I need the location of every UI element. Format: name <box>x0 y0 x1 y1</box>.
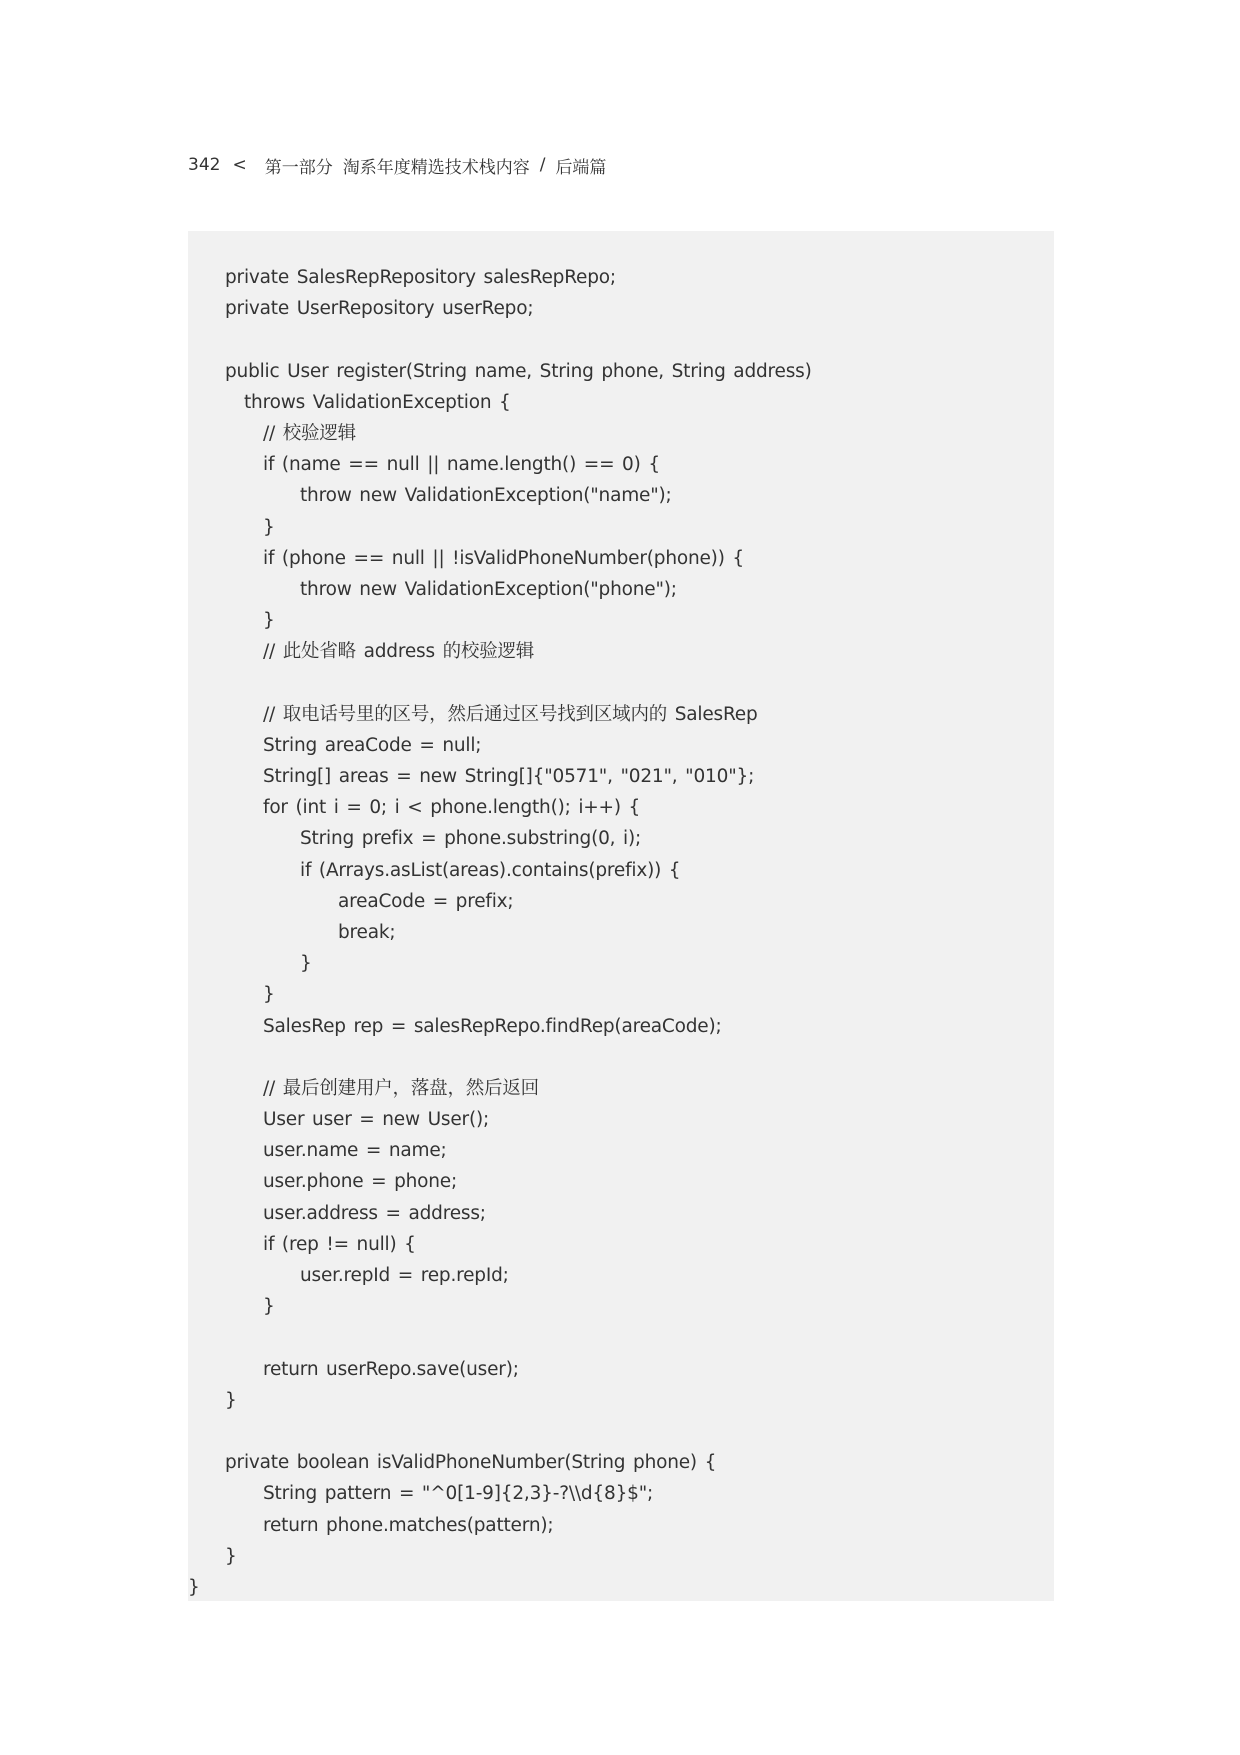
code-line-13: // 此处省略 address 的校验逻辑 <box>263 641 535 663</box>
code-line-26 <box>188 1042 1054 1073</box>
code-line-1: private SalesRepRepository salesRepRepo; <box>225 267 616 288</box>
code-line-5: throws ValidationException { <box>244 391 511 413</box>
code-line-24: } <box>263 984 275 1006</box>
code-line-41: return phone.matches(pattern); <box>263 1514 554 1536</box>
code-line-25: SalesRep rep = salesRepRepo.findRep(areaCode); <box>263 1015 722 1037</box>
code-line-33: user.repId = rep.repId; <box>300 1265 509 1286</box>
code-line-3 <box>188 324 1054 355</box>
code-line-20: if (Arrays.asList(areas).contains(prefix)) { <box>300 859 681 881</box>
code-line-39: private boolean isValidPhoneNumber(String phone) { <box>225 1452 717 1474</box>
code-line-8: throw new ValidationException("name"); <box>300 485 672 507</box>
header-title: 淘系年度精选技术栈内容 <box>342 157 530 178</box>
header-section: 后端篇 <box>555 157 607 178</box>
chevron-left-icon: < <box>232 155 247 175</box>
page-number: 342 <box>188 155 221 175</box>
code-line-7: if (name == null || name.length() == 0) { <box>263 454 660 476</box>
code-line-12: } <box>263 610 275 632</box>
code-line-22: break; <box>338 921 396 943</box>
code-line-14 <box>188 667 1054 698</box>
header-part: 第一部分 <box>264 157 333 178</box>
header-separator: / <box>539 155 546 175</box>
code-line-32: if (rep != null) { <box>263 1233 416 1255</box>
code-line-31: user.address = address; <box>263 1202 486 1224</box>
running-header <box>188 150 606 180</box>
code-line-27: // 最后创建用户，落盘，然后返回 <box>263 1077 539 1099</box>
code-line-37: } <box>225 1389 237 1411</box>
code-line-9: } <box>263 516 275 538</box>
code-line-6: // 校验逻辑 <box>263 422 356 444</box>
code-line-35 <box>188 1322 1054 1353</box>
code-line-17: String[] areas = new String[]{"0571", "021", "010"}; <box>263 766 755 787</box>
code-line-23: } <box>300 953 312 975</box>
code-line-30: user.phone = phone; <box>263 1171 458 1193</box>
code-line-42: } <box>225 1545 237 1567</box>
code-line-2: private UserRepository userRepo; <box>225 298 534 320</box>
code-line-43: } <box>188 1576 200 1598</box>
code-line-38 <box>188 1416 1054 1447</box>
code-line-18: for (int i = 0; i < phone.length(); i++) { <box>263 797 641 819</box>
code-line-34: } <box>263 1296 275 1318</box>
code-line-29: user.name = name; <box>263 1140 447 1162</box>
code-listing <box>188 262 1054 1603</box>
code-line-15: // 取电话号里的区号，然后通过区号找到区域内的 SalesRep <box>263 703 758 725</box>
code-line-4: public User register(String name, String phone, String address) <box>225 360 812 382</box>
code-line-19: String prefix = phone.substring(0, i); <box>300 828 642 850</box>
code-line-36: return userRepo.save(user); <box>263 1358 519 1380</box>
code-line-40: String pattern = "^0[1-9]{2,3}-?\\d{8}$"; <box>263 1483 654 1505</box>
code-line-11: throw new ValidationException("phone"); <box>300 578 677 600</box>
code-line-28: User user = new User(); <box>263 1109 490 1131</box>
code-line-10: if (phone == null || !isValidPhoneNumber(phone)) { <box>263 547 744 569</box>
code-line-16: String areaCode = null; <box>263 734 482 756</box>
code-line-21: areaCode = prefix; <box>338 890 514 912</box>
